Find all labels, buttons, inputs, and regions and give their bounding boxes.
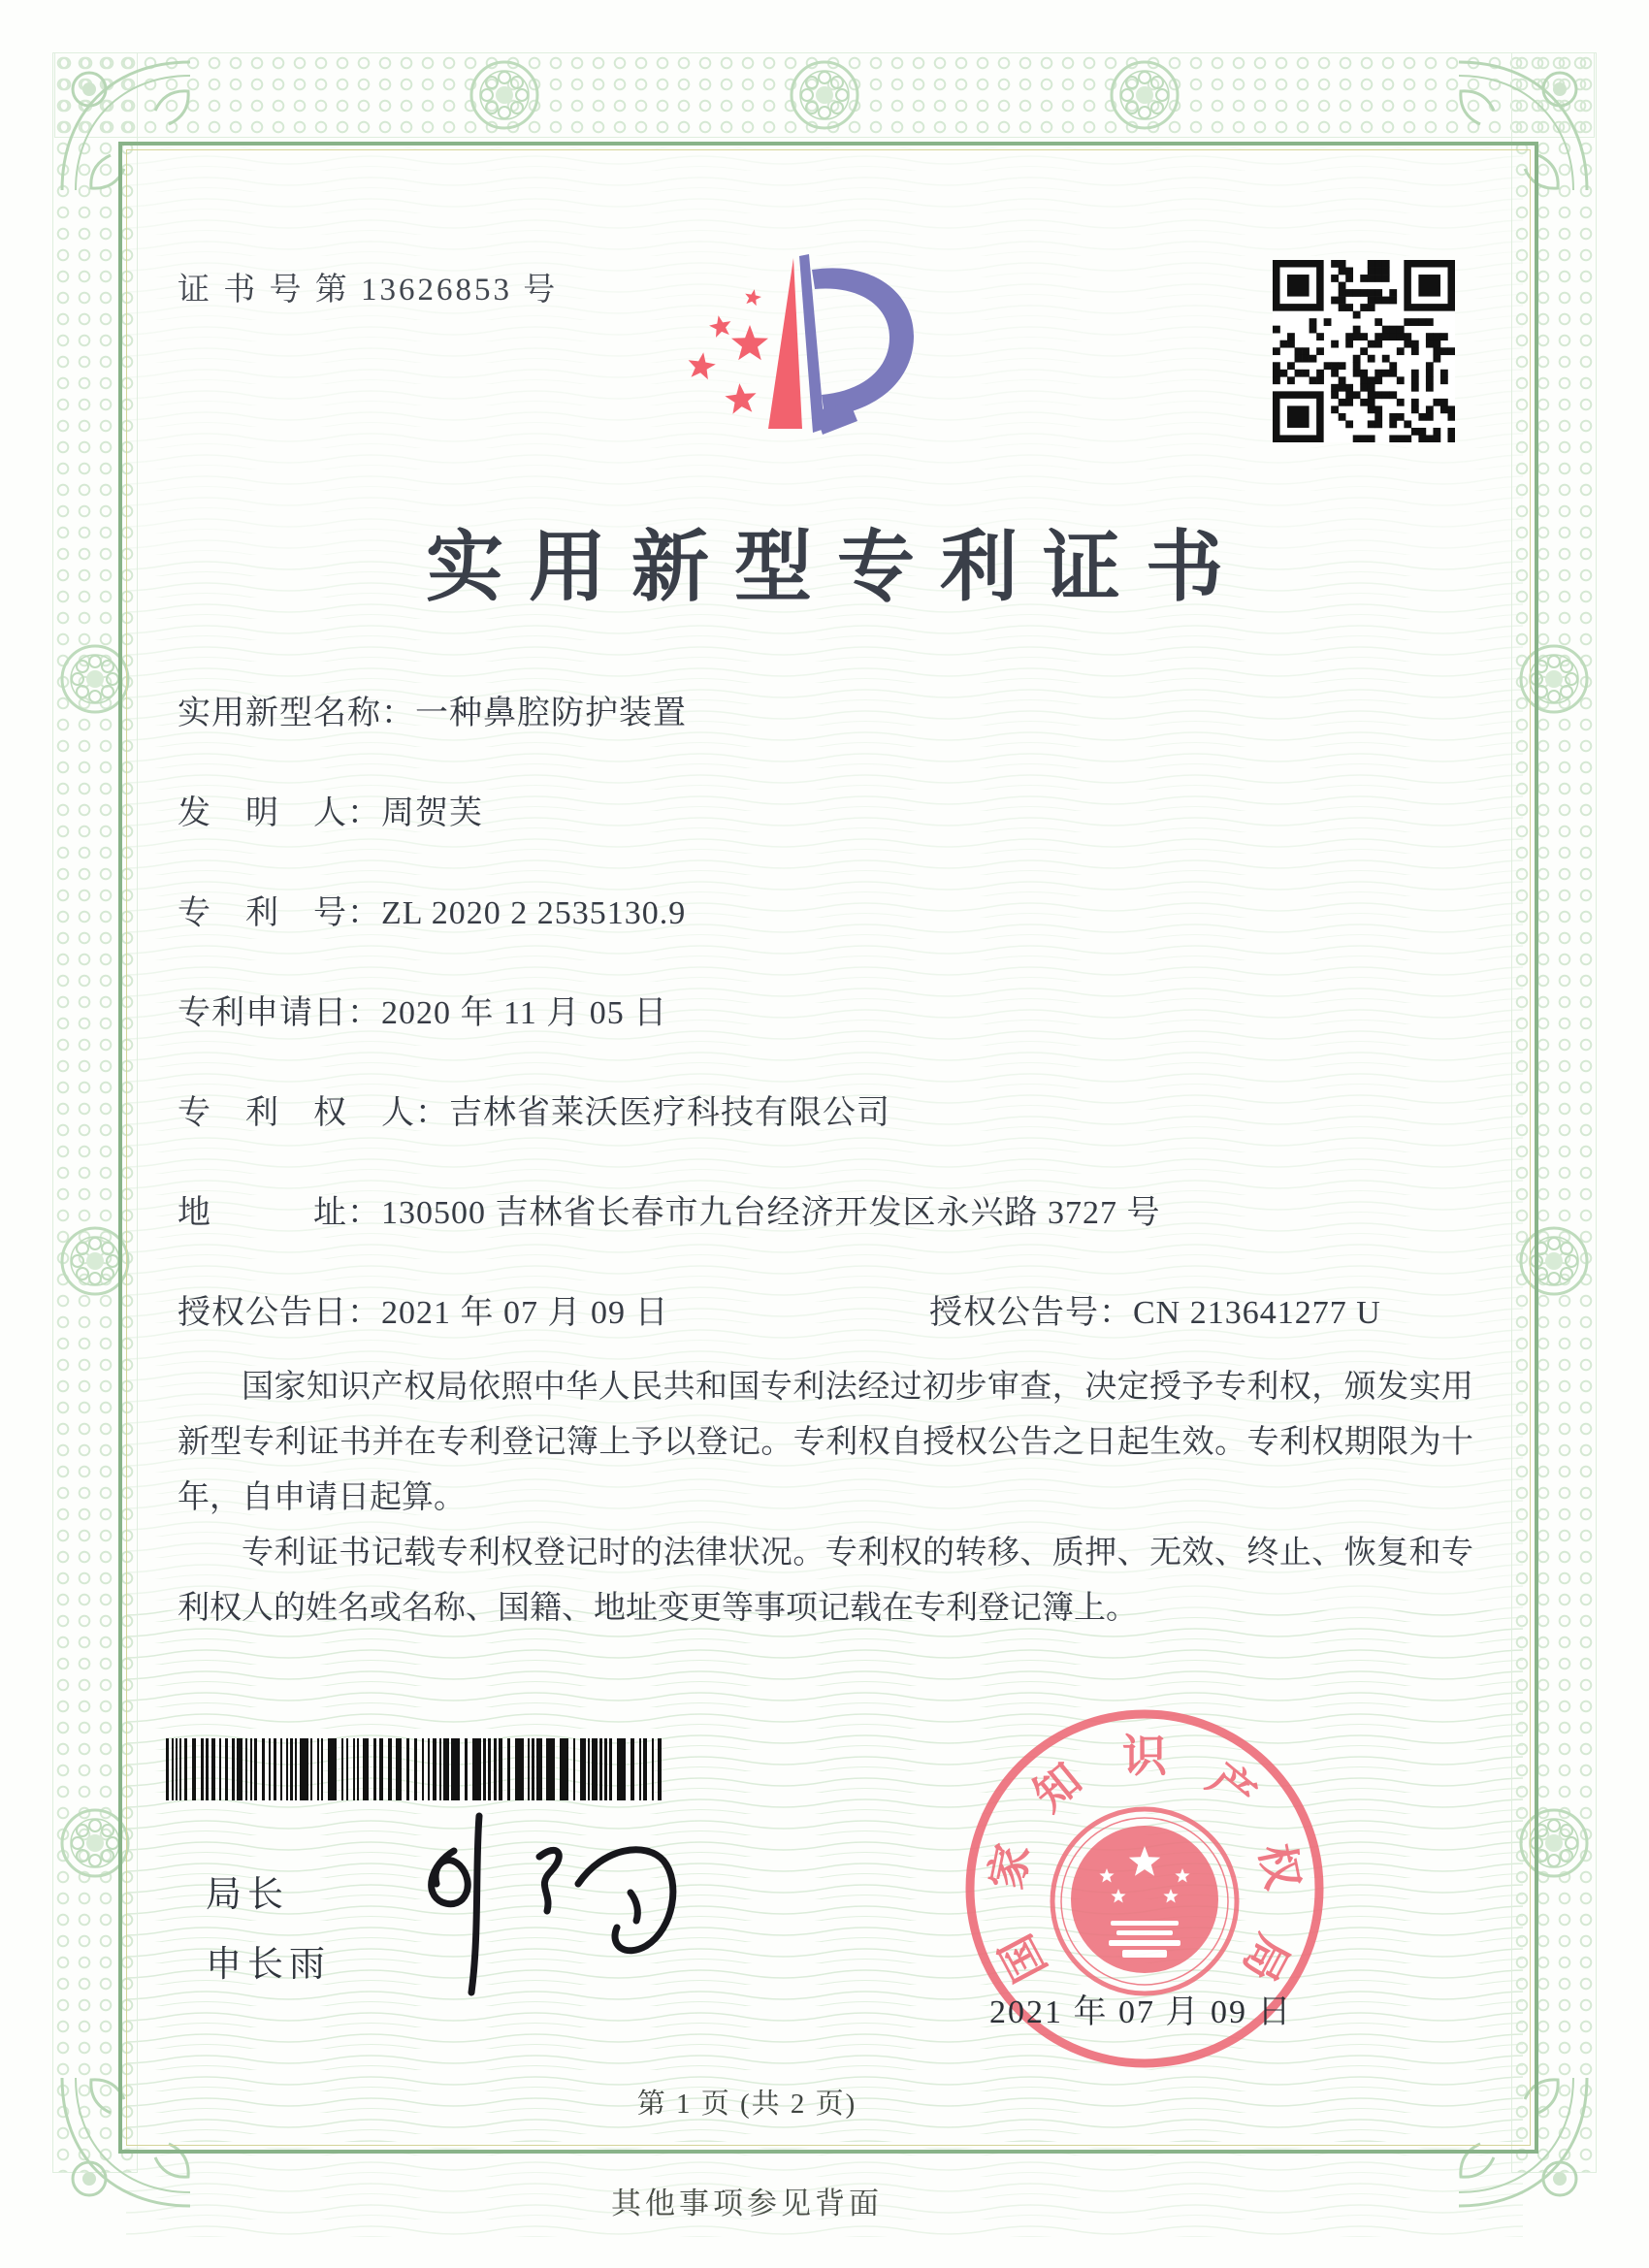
field-label-inventor: 发 明 人： bbox=[178, 795, 381, 831]
svg-text:局: 局 bbox=[1233, 1927, 1299, 1990]
certificate-number: 证 书 号 第 13626853 号 bbox=[178, 273, 559, 308]
field-value-address: 130500 吉林省长春市九台经济开发区永兴路 3727 号 bbox=[381, 1195, 1161, 1231]
officer-name: 申长雨 bbox=[206, 1945, 331, 1985]
field-value-inventor: 周贺芙 bbox=[381, 795, 483, 831]
field-row-grant-no bbox=[929, 1290, 1381, 1337]
officer-title: 局长 bbox=[206, 1875, 289, 1915]
field-value-grant-date: 2021 年 07 月 09 日 bbox=[381, 1295, 669, 1331]
field-row-filing-date bbox=[178, 990, 667, 1037]
field-label-grant-date: 授权公告日： bbox=[178, 1295, 381, 1331]
field-row-inventor bbox=[178, 791, 483, 837]
field-row-patent-no bbox=[178, 891, 686, 937]
body-text bbox=[178, 1360, 1473, 1636]
page-number: 第 1 页 (共 2 页) bbox=[636, 2089, 857, 2120]
barcode bbox=[166, 1738, 669, 1800]
back-note: 其他事项参见背面 bbox=[611, 2187, 883, 2220]
cnipa-logo-icon bbox=[679, 248, 931, 442]
field-label-address: 地 址： bbox=[178, 1195, 381, 1231]
field-label-name: 实用新型名称： bbox=[178, 696, 415, 731]
qr-code bbox=[1273, 260, 1455, 442]
field-value-filing-date: 2020 年 11 月 05 日 bbox=[381, 995, 668, 1031]
svg-text:国: 国 bbox=[990, 1927, 1056, 1990]
certificate-title: 实用新型专利证书 bbox=[426, 526, 1248, 611]
body-paragraph-2: 专利证书记载专利权登记时的法律状况。专利权的转移、质押、无效、终止、恢复和专利权人的姓名或名称、国籍、地址变更等事项记载在专利登记簿上。 bbox=[178, 1536, 1473, 1626]
field-value-patent-no: ZL 2020 2 2535130.9 bbox=[381, 895, 687, 931]
svg-text:识: 识 bbox=[1122, 1732, 1167, 1781]
body-paragraph-1: 国家知识产权局依照中华人民共和国专利法经过初步审查，决定授予专利权，颁发实用新型专利证书并在专利登记簿上予以登记。专利权自授权公告之日起生效。专利权期限为十年，自申请日起算。 bbox=[178, 1370, 1473, 1515]
field-label-patentee: 专 利 权 人： bbox=[178, 1095, 449, 1131]
field-row-patentee bbox=[178, 1090, 890, 1137]
svg-text:产: 产 bbox=[1198, 1754, 1265, 1821]
seal-emblem bbox=[1052, 1809, 1237, 1993]
svg-text:知: 知 bbox=[1024, 1754, 1091, 1821]
seal-date: 2021 年 07 月 09 日 bbox=[989, 1994, 1293, 2030]
field-value-grant-no: CN 213641277 U bbox=[1133, 1295, 1381, 1331]
field-value-name: 一种鼻腔防护装置 bbox=[415, 696, 687, 731]
field-value-patentee: 吉林省莱沃医疗科技有限公司 bbox=[449, 1095, 890, 1131]
field-label-patent-no: 专 利 号： bbox=[178, 895, 381, 931]
field-label-filing-date: 专利申请日： bbox=[178, 995, 381, 1031]
field-row-address bbox=[178, 1190, 1161, 1237]
svg-text:权: 权 bbox=[1250, 1839, 1309, 1894]
field-label-grant-no: 授权公告号： bbox=[929, 1295, 1133, 1331]
signature-image bbox=[386, 1800, 687, 2004]
field-row-grant-date bbox=[178, 1290, 669, 1337]
field-row-name bbox=[178, 691, 687, 737]
svg-text:家: 家 bbox=[981, 1839, 1039, 1894]
